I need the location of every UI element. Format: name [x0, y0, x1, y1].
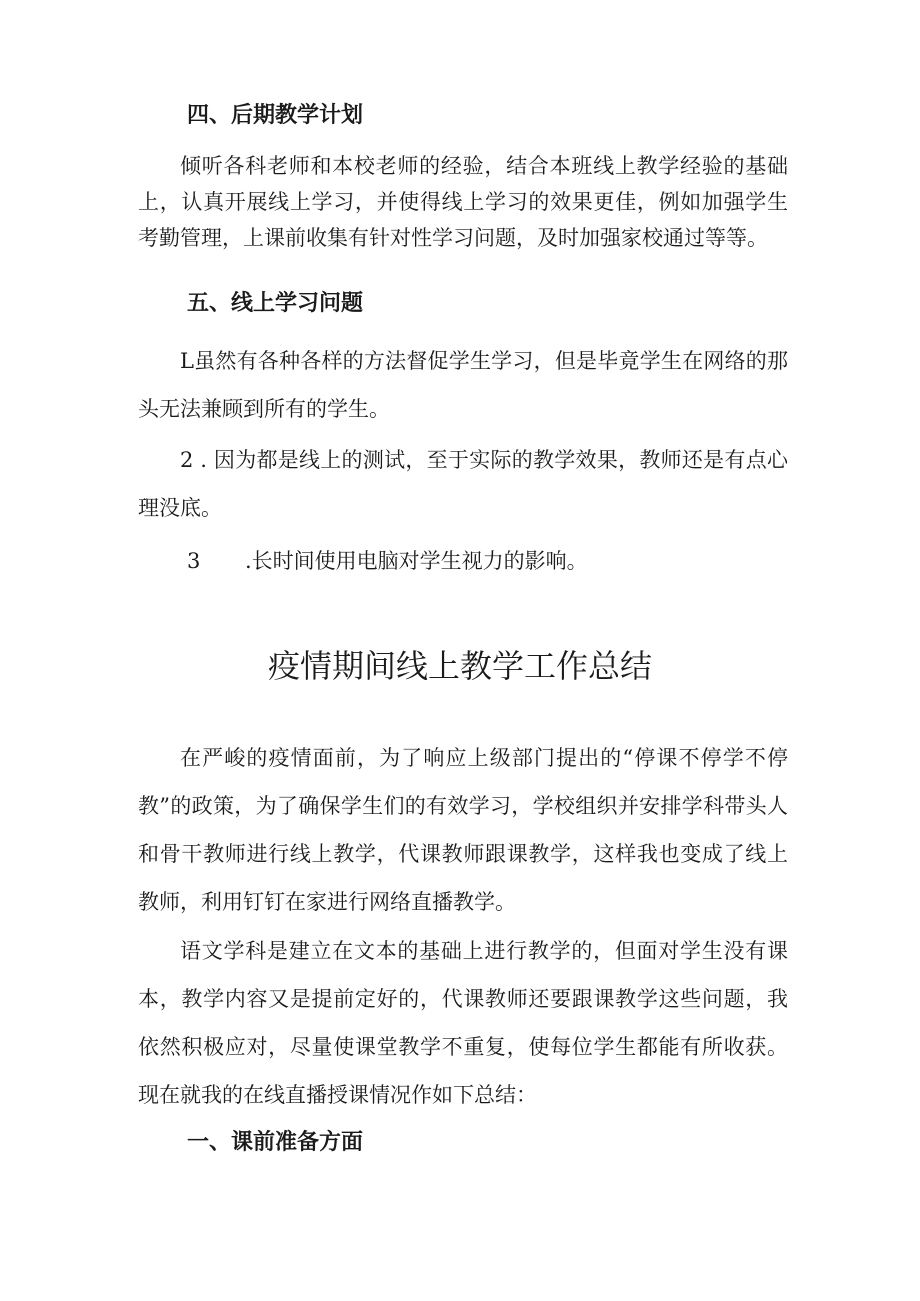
section-5-item-3 — [187, 543, 588, 579]
intro-paragraph-2: 语文学科是建立在文本的基础上进行教学的，但面对学生没有课本，教学内容又是提前定好的，代课教师还要跟课教学这些问题，我依然积极应对，尽量使课堂教学不重复，使每位学生都能有所收获。现在就我的在线直播授课情况作如下总结： — [138, 939, 788, 1107]
section-4-heading: 四、后期教学计划 — [187, 103, 364, 128]
section-5-item-1: L虽然有各种各样的方法督促学生学习，但是毕竟学生在网络的那头无法兼顾到所有的学生。 — [138, 349, 788, 421]
section-4-paragraph: 倾听各科老师和本校老师的经验，结合本班线上教学经验的基础上，认真开展线上学习，并使得线上学习的效果更佳，例如加强学生考勤管理，上课前收集有针对性学习问题，及时加强家校通过等等。 — [138, 154, 788, 250]
document-title: 疫情期间线上教学工作总结 — [267, 647, 652, 685]
section-5-item-3-text: .长时间使用电脑对学生视力的影响。 — [245, 549, 588, 573]
intro-paragraph-1: 在严峻的疫情面前，为了响应上级部门提出的“停课不停学不停教”的政策，为了确保学生们的有效学习，学校组织并安排学科带头人和骨干教师进行线上教学，代课教师跟课教学，这样我也变成了线上教师，利用钉钉在家进行网络直播教学。 — [138, 746, 788, 914]
section-5-item-3-number: 3 — [187, 549, 201, 573]
section-5-item-2: 2 . 因为都是线上的测试，至于实际的教学效果，教师还是有点心理没底。 — [138, 448, 788, 520]
section-1-heading: 一、课前准备方面 — [187, 1130, 364, 1155]
section-5-heading: 五、线上学习问题 — [187, 291, 364, 316]
